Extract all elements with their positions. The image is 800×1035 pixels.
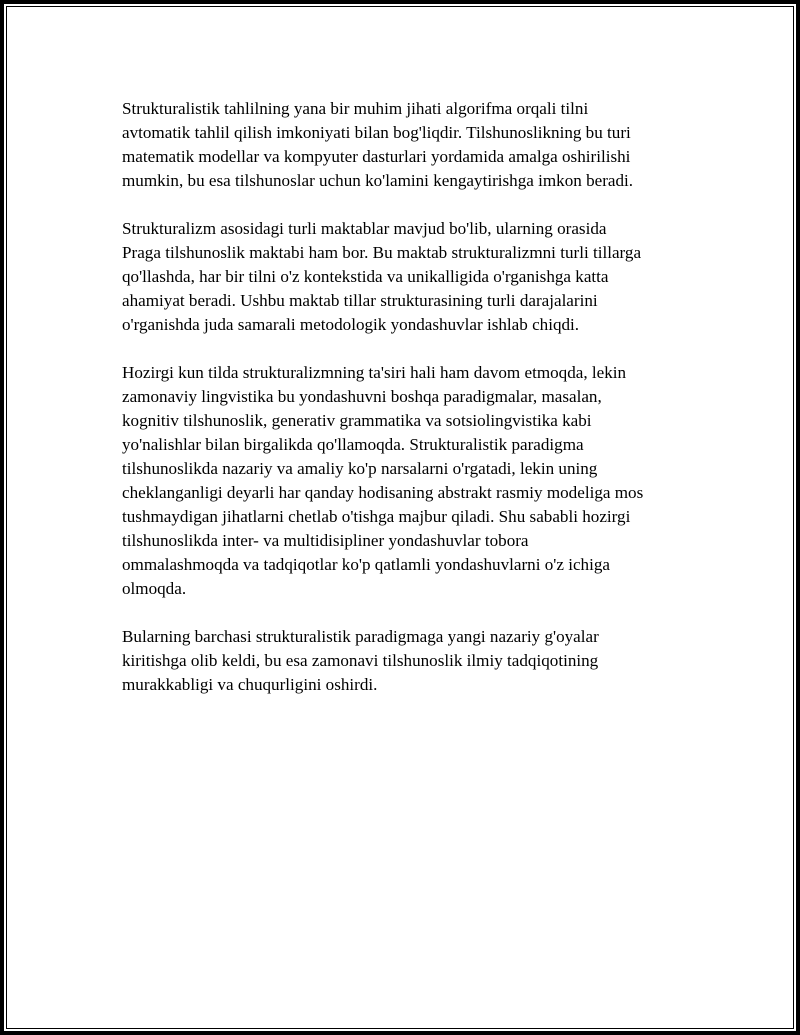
text-line: kognitiv tilshunoslik, generativ grammatika va sotsiolingvistika kabi [122,411,592,430]
text-line: olmoqda. [122,579,187,598]
text-line: ommalashmoqda va tadqiqotlar ko'p qatlamli yondashuvlarni o'z ichiga [122,555,610,574]
text-line: tushmaydigan jihatlarni chetlab o'tishga majbur qiladi. Shu sababli hozirgi [122,507,631,526]
text-line: o'rganishda juda samarali metodologik yondashuvlar ishlab chiqdi. [122,315,580,334]
text-line: Hozirgi kun tilda strukturalizmning ta'siri hali ham davom etmoqda, lekin [122,363,627,382]
text-line: Bularning barchasi strukturalistik paradigmaga yangi nazariy g'oyalar [122,627,599,646]
text-line: zamonaviy lingvistika bu yondashuvni boshqa paradigmalar, masalan, [122,387,602,406]
text-line: yo'nalishlar bilan birgalikda qo'llamoqda. Strukturalistik paradigma [122,435,584,454]
document-body [122,97,692,721]
text-line: avtomatik tahlil qilish imkoniyati bilan bog'liqdir. Tilshunoslikning bu turi [122,123,631,142]
text-line: Strukturalizm asosidagi turli maktablar mavjud bo'lib, ularning orasida [122,219,607,238]
paragraph-2 [122,217,692,337]
paragraph-3 [122,361,692,601]
text-line: matematik modellar va kompyuter dasturlari yordamida amalga oshirilishi [122,147,631,166]
text-line: ahamiyat beradi. Ushbu maktab tillar strukturasining turli darajalarini [122,291,598,310]
text-line: murakkabligi va chuqurligini oshirdi. [122,675,378,694]
paragraph-4 [122,625,692,697]
text-line: kiritishga olib keldi, bu esa zamonavi tilshunoslik ilmiy tadqiqotining [122,651,599,670]
text-line: Praga tilshunoslik maktabi ham bor. Bu maktab strukturalizmni turli tillarga [122,243,642,262]
text-line: cheklanganligi deyarli har qanday hodisaning abstrakt rasmiy modeliga mos [122,483,644,502]
paragraph-1 [122,97,692,193]
text-line: qo'llashda, har bir tilni o'z kontekstida va unikalligida o'rganishga katta [122,267,609,286]
text-line: mumkin, bu esa tilshunoslar uchun ko'lamini kengaytirishga imkon beradi. [122,171,634,190]
text-line: tilshunoslikda inter- va multidisipliner yondashuvlar tobora [122,531,529,550]
text-line: tilshunoslikda nazariy va amaliy ko'p narsalarni o'rgatadi, lekin uning [122,459,598,478]
text-line: Strukturalistik tahlilning yana bir muhim jihati algorifma orqali tilni [122,99,589,118]
